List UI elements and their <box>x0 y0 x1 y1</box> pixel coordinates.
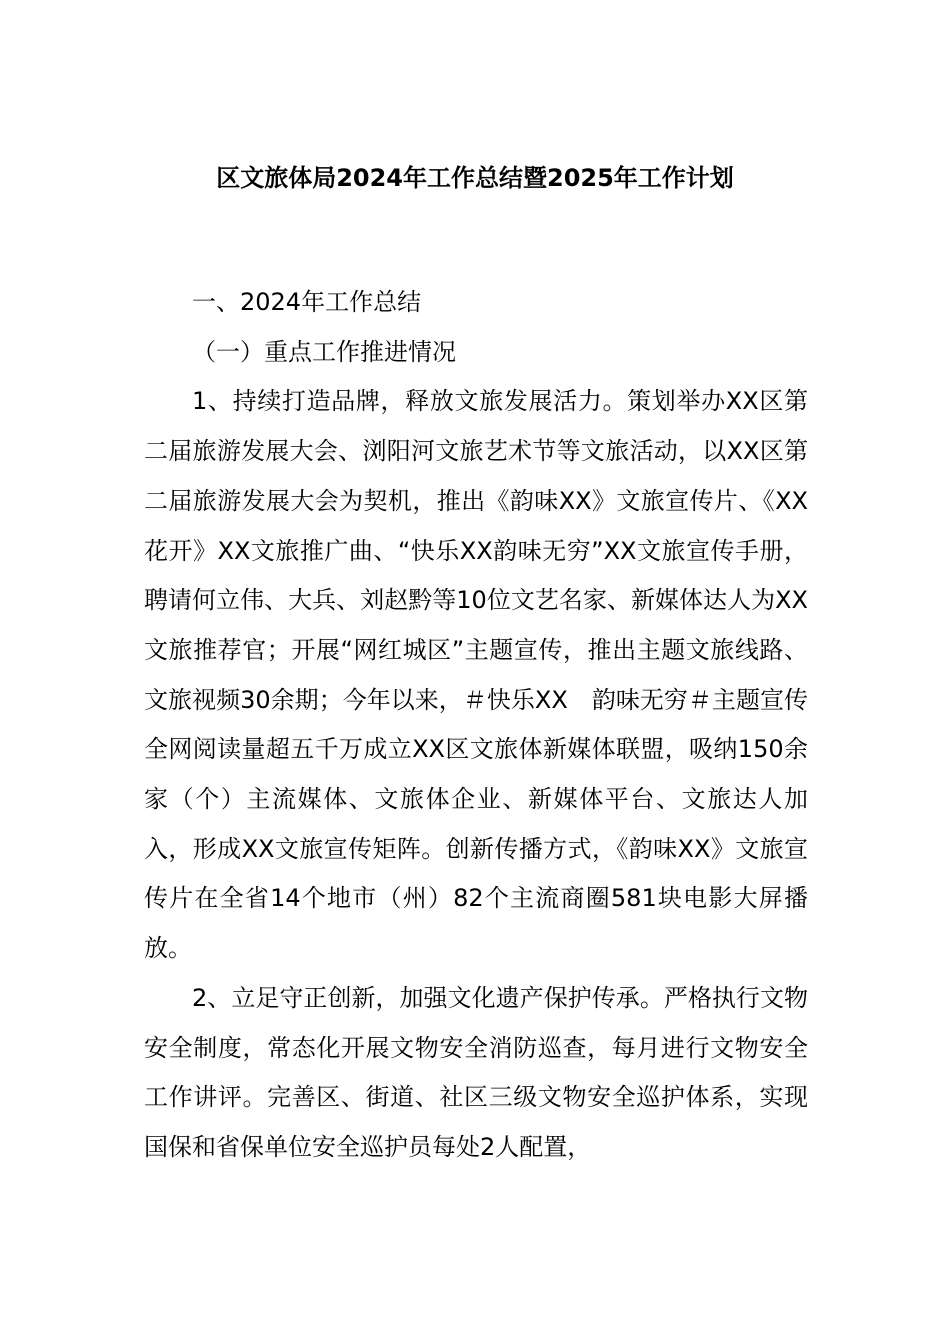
paragraph-2: 2、立足守正创新，加强文化遗产保护传承。严格执行文物安全制度，常态化开展文物安全消防巡查，每月进行文物安全工作讲评。完善区、街道、社区三级文物安全巡护体系，实现国保和省保单位安全巡护员每处2人配置， <box>144 983 808 1161</box>
document-title: 区文旅体局2024年工作总结暨2025年工作计划 <box>216 164 734 192</box>
subsection-heading: （一）重点工作推进情况 <box>192 337 456 366</box>
paragraph-1: 1、持续打造品牌，释放文旅发展活力。策划举办XX区第二届旅游发展大会、浏阳河文旅艺术节等文旅活动，以XX区第二届旅游发展大会为契机，推出《韵味XX》文旅宣传片、《XX花开》XX文旅推广曲、“快乐XX韵味无穷”XX文旅宣传手册，聘请何立伟、大兵、刘赵黔等10位文艺名家、新媒体达人为XX文旅推荐官；开展“网红城区”主题宣传，推出主题文旅线路、文旅视频30余期；今年以来，＃快乐XX 韵味无穷＃主题宣传全网阅读量超五千万成立XX区文旅体新媒体联盟，吸纳150余家（个）主流媒体、文旅体企业、新媒体平台、文旅达人加入，形成XX文旅宣传矩阵。创新传播方式，《韵味XX》文旅宣传片在全省14个地市（州）82个主流商圈581块电影大屏播放。 <box>144 387 808 963</box>
section-heading: 一、2024年工作总结 <box>192 288 422 316</box>
document-body <box>144 278 808 1173</box>
